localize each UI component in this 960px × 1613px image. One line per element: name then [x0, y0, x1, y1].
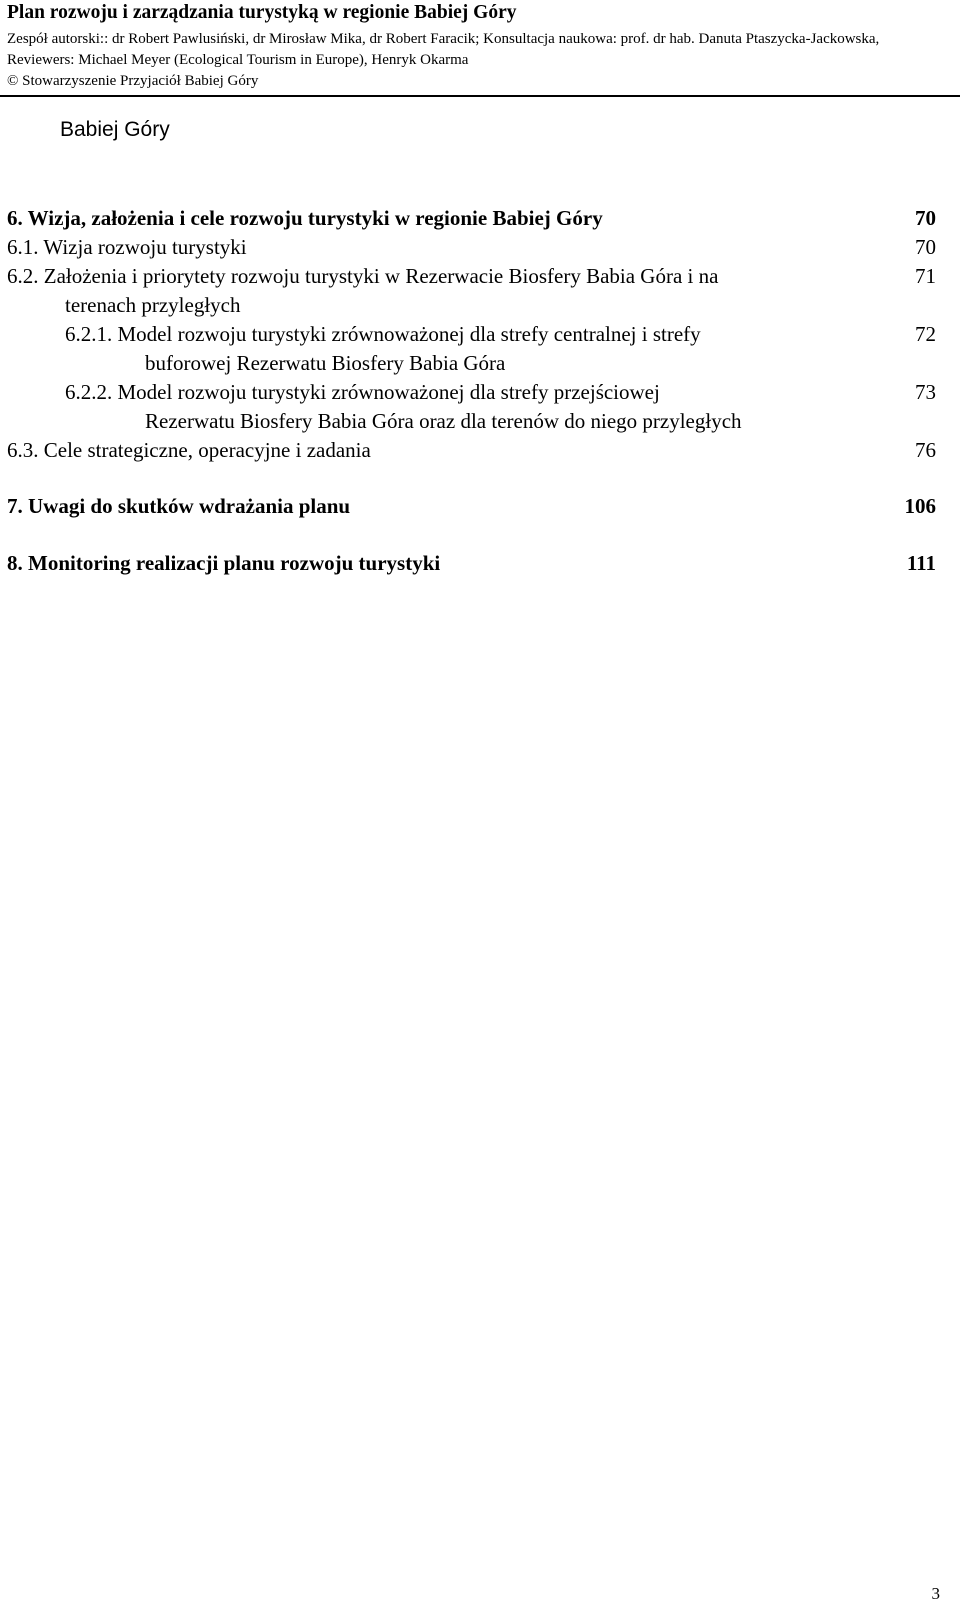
toc-entry-text: 6.2.2. Model rozwoju turystyki zrównoważonej dla strefy przejściowej: [65, 380, 660, 404]
toc-entry-text: 6.2. Założenia i priorytety rozwoju turystyki w Rezerwacie Biosfery Babia Góra i na: [7, 264, 719, 288]
toc-entry-page: 70: [915, 235, 936, 259]
toc-entry-text: 7. Uwagi do skutków wdrażania planu: [7, 494, 351, 518]
toc-entry-page: 71: [915, 264, 936, 288]
toc-entry-page: 70: [915, 206, 936, 230]
toc-entry-text: 6.1. Wizja rozwoju turystyki: [7, 235, 247, 259]
toc-entry-page: 106: [904, 494, 936, 518]
toc-entry-text: 8. Monitoring realizacji planu rozwoju turystyki: [7, 551, 441, 575]
toc-entry-text-continued: Rezerwatu Biosfery Babia Góra oraz dla terenów do niego przyległych: [145, 409, 742, 433]
toc-entry-text: 6. Wizja, założenia i cele rozwoju turystyki w regionie Babiej Góry: [7, 206, 603, 230]
toc-entry-text: 6.3. Cele strategiczne, operacyjne i zadania: [7, 438, 371, 462]
page-number: 3: [931, 1584, 940, 1603]
toc-entry-page: 72: [915, 322, 936, 346]
toc-entry-page: 73: [915, 380, 936, 404]
toc-entry-text-continued: terenach przyległych: [65, 293, 241, 317]
toc-entry-page: 76: [915, 438, 936, 462]
toc-entry-text: 6.2.1. Model rozwoju turystyki zrównoważonej dla strefy centralnej i strefy: [65, 322, 701, 346]
copyright-line: © Stowarzyszenie Przyjaciół Babiej Góry: [7, 73, 259, 89]
running-header: [0, 0, 960, 97]
authors-line: Zespół autorski:: dr Robert Pawlusiński, dr Mirosław Mika, dr Robert Faracik; Konsultacja naukowa: prof. dr hab. Danuta Ptaszycka-Jackowska, Reviewers: Michael Meyer (Ecological Tourism in Europe), Henryk Okarma: [7, 31, 880, 68]
document-title: Plan rozwoju i zarządzania turystyką w regionie Babiej Góry: [7, 2, 517, 23]
continuation-text: Babiej Góry: [60, 118, 170, 141]
toc-entry-page: 111: [906, 551, 936, 575]
toc-entry-text-continued: buforowej Rezerwatu Biosfery Babia Góra: [145, 351, 506, 375]
